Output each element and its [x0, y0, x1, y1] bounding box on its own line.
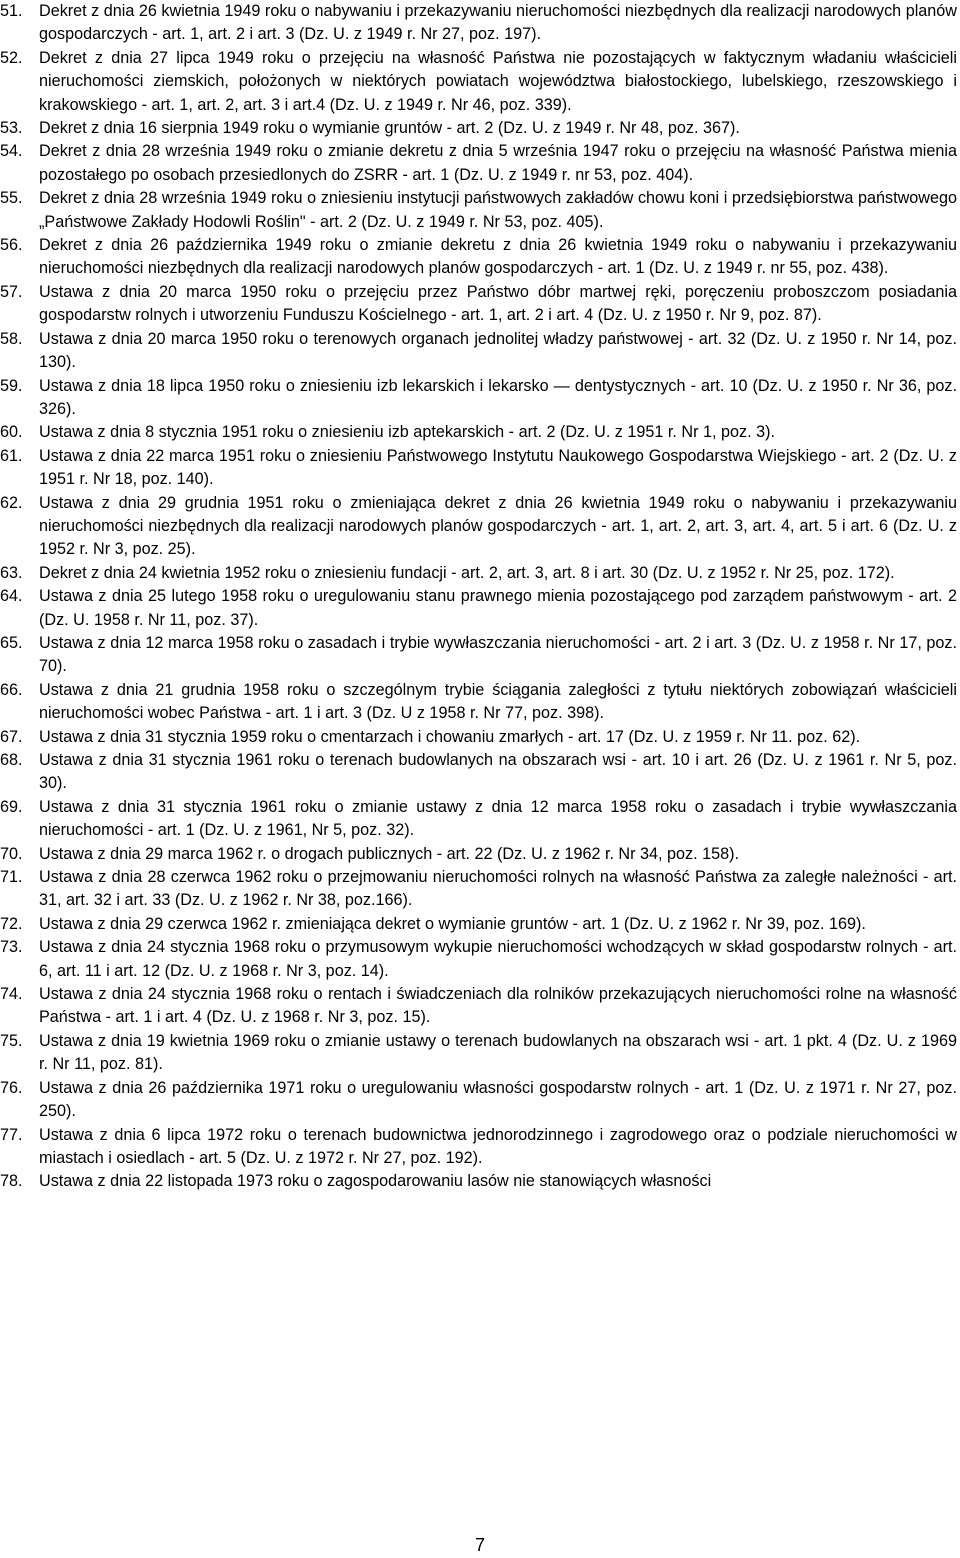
item-number: 57.	[0, 282, 23, 301]
item-text: Dekret z dnia 26 października 1949 roku o zmianie dekretu z dnia 26 kwietnia 1949 roku o nabywaniu i przekazywaniu nieruchomości niezbędnych dla realizacji narodowych planów gospodarczych - art. 1 (Dz. U. z 1949 r. nr 55, poz. 438).	[39, 236, 957, 278]
item-number: 52.	[0, 48, 23, 67]
item-number: 65.	[0, 633, 23, 652]
item-number: 70.	[0, 844, 23, 863]
item-number: 59.	[0, 376, 23, 395]
list-item	[0, 562, 960, 585]
list-item	[0, 187, 960, 234]
item-text: Ustawa z dnia 19 kwietnia 1969 roku o zmianie ustawy o terenach budowlanych na obszarach wsi - art. 1 pkt. 4 (Dz. U. z 1969 r. Nr 11, poz. 81).	[39, 1031, 957, 1074]
item-text: Ustawa z dnia 8 stycznia 1951 roku o zniesieniu izb aptekarskich - art. 2 (Dz. U. z 1951 r. Nr 1, poz. 3).	[39, 423, 775, 442]
item-number: 78.	[0, 1172, 23, 1191]
item-number: 67.	[0, 727, 23, 746]
item-number: 73.	[0, 938, 23, 957]
item-number: 76.	[0, 1078, 23, 1097]
list-item	[0, 843, 960, 866]
list-item	[0, 421, 960, 444]
item-text: Ustawa z dnia 28 czerwca 1962 roku o przejmowaniu nieruchomości rolnych na własność Państwa za zaległe należności - art. 31, art. 32 i art. 33 (Dz. U. z 1962 r. Nr 38, poz.166).	[39, 868, 957, 910]
list-item	[0, 234, 960, 281]
item-text: Ustawa z dnia 31 stycznia 1961 roku o zmianie ustawy z dnia 12 marca 1958 roku o zasadach i trybie wywłaszczania nieruchomości - art. 1 (Dz. U. z 1961, Nr 5, poz. 32).	[39, 797, 957, 840]
item-number: 62.	[0, 493, 23, 512]
item-text: Ustawa z dnia 21 grudnia 1958 roku o szczególnym trybie ściągania zaległości z tytułu niektórych zobowiązań właścicieli nieruchomości wobec Państwa - art. 1 i art. 3 (Dz. U z 1958 r. Nr 77, poz. 398).	[39, 680, 957, 723]
item-text: Ustawa z dnia 20 marca 1950 roku o przejęciu przez Państwo dóbr martwej ręki, poręczeniu proboszczom posiadania gospodarstw rolnych i utworzeniu Funduszu Kościelnego - art. 1, art. 2 i art. 4 (Dz. U. z 1950 r. Nr 9, poz. 87).	[39, 282, 957, 325]
item-number: 74.	[0, 985, 23, 1004]
list-item	[0, 726, 960, 749]
item-number: 68.	[0, 751, 23, 769]
list-item	[0, 375, 960, 422]
item-text: Dekret z dnia 28 września 1949 roku o zmianie dekretu z dnia 5 września 1947 roku o przejęciu na własność Państwa mienia pozostałego po osobach przesiedlonych do ZSRR - art. 1 (Dz. U. z 1949 r. nr 53, poz. 404).	[39, 142, 957, 184]
item-text: Ustawa z dnia 18 lipca 1950 roku o zniesieniu izb lekarskich i lekarsko ― dentystycznych - art. 10 (Dz. U. z 1950 r. Nr 36, poz. 326).	[39, 376, 957, 418]
item-number: 54.	[0, 142, 23, 161]
item-number: 71.	[0, 868, 23, 887]
list-item	[0, 1170, 960, 1193]
item-text: Dekret z dnia 24 kwietnia 1952 roku o zniesieniu fundacji - art. 2, art. 3, art. 8 i art. 30 (Dz. U. z 1952 r. Nr 25, poz. 172).	[39, 563, 895, 582]
list-item	[0, 140, 960, 187]
item-number: 69.	[0, 797, 23, 816]
item-text: Ustawa z dnia 20 marca 1950 roku o terenowych organach jednolitej władzy państwowej - art. 32 (Dz. U. z 1950 r. Nr 14, poz. 130).	[39, 329, 957, 372]
item-number: 64.	[0, 587, 23, 606]
list-item	[0, 983, 960, 1030]
item-number: 53.	[0, 119, 23, 138]
list-item	[0, 1124, 960, 1171]
list-item	[0, 281, 960, 328]
item-number: 66.	[0, 680, 23, 699]
item-text: Ustawa z dnia 12 marca 1958 roku o zasadach i trybie wywłaszczania nieruchomości - art. 2 i art. 3 (Dz. U. z 1958 r. Nr 17, poz. 70).	[39, 633, 957, 676]
list-item	[0, 866, 960, 913]
item-number: 58.	[0, 329, 23, 348]
item-text: Ustawa z dnia 31 stycznia 1961 roku o terenach budowlanych na obszarach wsi - art. 10 i art. 26 (Dz. U. z 1961 r. Nr 5, poz. 30).	[39, 751, 957, 793]
item-text: Ustawa z dnia 29 czerwca 1962 r. zmieniająca dekret o wymianie gruntów - art. 1 (Dz. U. z 1962 r. Nr 39, poz. 169).	[39, 914, 866, 933]
list-item	[0, 913, 960, 936]
list-item	[0, 445, 960, 492]
item-number: 60.	[0, 423, 23, 442]
list-item	[0, 679, 960, 726]
list-item	[0, 796, 960, 843]
item-number: 61.	[0, 446, 23, 465]
item-number: 51.	[0, 2, 23, 20]
item-text: Ustawa z dnia 24 stycznia 1968 roku o rentach i świadczeniach dla rolników przekazujących nieruchomości rolne na własność Państwa - art. 1 i art. 4 (Dz. U. z 1968 r. Nr 3, poz. 15).	[39, 985, 957, 1027]
item-text: Ustawa z dnia 24 stycznia 1968 roku o przymusowym wykupie nieruchomości wchodzących w skład gospodarstw rolnych - art. 6, art. 11 i art. 12 (Dz. U. z 1968 r. Nr 3, poz. 14).	[39, 938, 957, 980]
item-text: Dekret z dnia 26 kwietnia 1949 roku o nabywaniu i przekazywaniu nieruchomości niezbędnych dla realizacji narodowych planów gospodarczych - art. 1, art. 2 i art. 3 (Dz. U. z 1949 r. Nr 27, poz. 197).	[39, 2, 957, 44]
list-item	[0, 0, 960, 47]
list-item	[0, 328, 960, 375]
list-item	[0, 1030, 960, 1077]
item-number: 75.	[0, 1031, 23, 1050]
list-item	[0, 632, 960, 679]
item-text: Dekret z dnia 28 września 1949 roku o zniesieniu instytucji państwowych zakładów chowu koni i przedsiębiorstwa państwowego „Państwowe Zakłady Hodowli Roślin" - art. 2 (Dz. U. z 1949 r. Nr 53, poz. 405).	[39, 189, 957, 231]
list-item	[0, 47, 960, 117]
list-item	[0, 585, 960, 632]
list-item	[0, 749, 960, 796]
list-item	[0, 492, 960, 562]
item-text: Ustawa z dnia 31 stycznia 1959 roku o cmentarzach i chowaniu zmarłych - art. 17 (Dz. U. z 1959 r. Nr 11. poz. 62).	[39, 727, 861, 746]
item-text: Ustawa z dnia 29 marca 1962 r. o drogach publicznych - art. 22 (Dz. U. z 1962 r. Nr 34, poz. 158).	[39, 844, 740, 863]
item-text: Ustawa z dnia 22 marca 1951 roku o zniesieniu Państwowego Instytutu Naukowego Gospodarstwa Wiejskiego - art. 2 (Dz. U. z 1951 r. Nr 18, poz. 140).	[39, 446, 957, 489]
item-text: Dekret z dnia 27 lipca 1949 roku o przejęciu na własność Państwa nie pozostających w faktycznym władaniu właścicieli nieruchomości ziemskich, położonych w niektórych powiatach województwa białostockiego, lubelskiego, rzeszowskiego i krakowskiego - art. 1, art. 2, art. 3 i art.4 (Dz. U. z 1949 r. Nr 46, poz. 339).	[39, 48, 957, 114]
item-text: Ustawa z dnia 26 października 1971 roku o uregulowaniu własności gospodarstw rolnych - art. 1 (Dz. U. z 1971 r. Nr 27, poz. 250).	[39, 1078, 957, 1121]
list-item	[0, 936, 960, 983]
item-text: Ustawa z dnia 6 lipca 1972 roku o terenach budownictwa jednorodzinnego i zagrodowego oraz o podziale nieruchomości w miastach i osiedlach - art. 5 (Dz. U. z 1972 r. Nr 27, poz. 192).	[39, 1125, 957, 1167]
list-item	[0, 1077, 960, 1124]
item-text: Ustawa z dnia 29 grudnia 1951 roku o zmieniająca dekret z dnia 26 kwietnia 1949 roku o nabywaniu i przekazywaniu nieruchomości niezbędnych dla realizacji narodowych planów gospodarczych - art. 1, art. 2, art. 3, art. 4, art. 5 i art. 6 (Dz. U. z 1952 r. Nr 3, poz. 25).	[39, 493, 957, 559]
item-number: 72.	[0, 914, 23, 933]
item-number: 77.	[0, 1125, 23, 1144]
item-number: 55.	[0, 189, 23, 208]
page-number: 7	[474, 1535, 485, 1555]
item-text: Ustawa z dnia 25 lutego 1958 roku o uregulowaniu stanu prawnego mienia pozostającego pod zarządem państwowym - art. 2 (Dz. U. 1958 r. Nr 11, poz. 37).	[39, 587, 957, 629]
item-text: Dekret z dnia 16 sierpnia 1949 roku o wymianie gruntów - art. 2 (Dz. U. z 1949 r. Nr 48, poz. 367).	[39, 119, 740, 138]
item-text: Ustawa z dnia 22 listopada 1973 roku o zagospodarowaniu lasów nie stanowiących własności	[39, 1172, 712, 1191]
item-number: 63.	[0, 563, 23, 582]
item-number: 56.	[0, 236, 23, 255]
list-item	[0, 117, 960, 140]
